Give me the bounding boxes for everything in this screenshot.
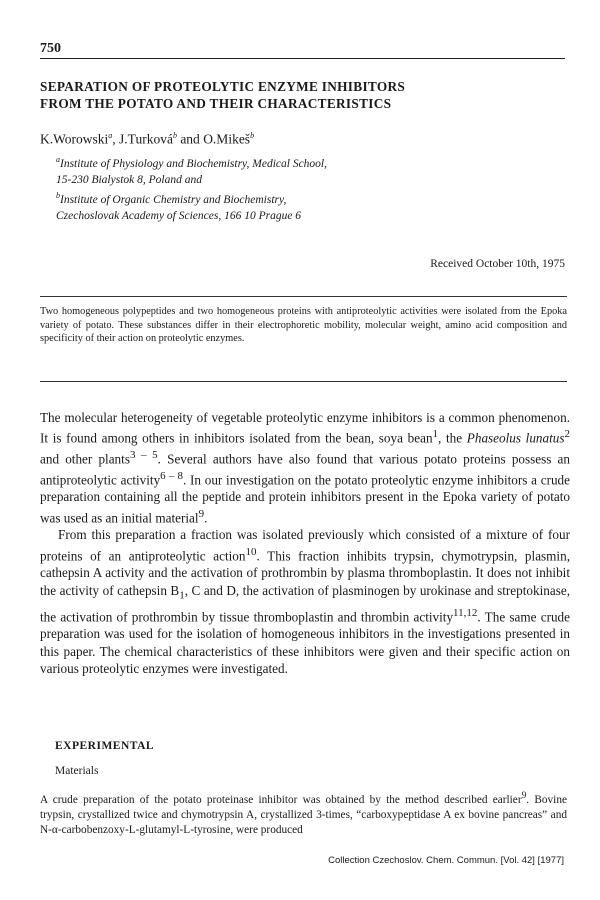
materials-paragraph (40, 789, 567, 838)
citation-ref: 10 (245, 545, 257, 558)
citation-ref: 9 (198, 507, 205, 520)
species-name: Phaseolus lunatus (466, 430, 565, 446)
text-run: From this preparation a fraction was isolated previously which consisted of a mixture of four proteins of an antiproteolytic action (40, 527, 570, 564)
text-run: . Several authors have also found that various potato proteins possess an antiproteolytic activity (40, 451, 570, 488)
subscript: 1 (179, 589, 185, 602)
subsection-heading: Materials (55, 765, 99, 777)
paragraph-2 (40, 526, 570, 677)
text-run: and other plants (40, 451, 130, 467)
author-1: K.Worowski (40, 131, 109, 147)
paragraph-1 (40, 409, 570, 526)
text-run: . This fraction inhibits trypsin, chymotrypsin, plasmin, cathepsin A activity and the activation of prothrombin by plasma thromboplastin. It does not inhibit the activity of cathepsin B (40, 548, 570, 598)
abstract-top-rule (40, 296, 567, 297)
affiliation-a-line-1 (56, 152, 556, 172)
title-line-1: SEPARATION OF PROTEOLYTIC ENZYME INHIBITORS (40, 79, 406, 94)
text-run: A crude preparation of the potato proteinase inhibitor was obtained by the method described earlier (40, 793, 522, 806)
text-run: . The same crude preparation was used for the isolation of homogeneous inhibitors in the investigations presented in this paper. The chemical characteristics of these inhibitors were given and their specific action on various proteolytic enzymes were investigated. (40, 608, 570, 676)
affiliation-b-text: Institute of Organic Chemistry and Biochemistry, (60, 193, 287, 206)
author-3-affil-mark: b (250, 131, 255, 140)
citation-ref: 3 – 5 (129, 448, 158, 461)
affiliation-b-mark: b (56, 190, 60, 200)
affiliations (56, 152, 556, 224)
page-number: 750 (40, 41, 61, 56)
abstract: Two homogeneous polypeptides and two homogeneous proteins with antiproteolytic activities were isolated from the Epoka variety of potato. These substances differ in their electrophoretic mobility, molecular weight, amino acid composition and specificity of their action on proteolytic enzymes. (40, 306, 567, 345)
citation-ref: 2 (564, 428, 571, 441)
author-separator: and (176, 131, 204, 147)
affiliation-a-mark: a (56, 155, 60, 164)
abstract-bottom-rule (40, 381, 567, 382)
affiliation-b-line-1 (56, 188, 556, 208)
text-run: The molecular heterogeneity of vegetable proteolytic enzyme inhibitors is a common phenomenon. It is found among others in inhibitors isolated from the bean, soya bean (40, 410, 570, 446)
citation-ref: 6 – 8 (160, 469, 184, 482)
article-title (40, 78, 570, 112)
text-run: , the (438, 430, 467, 446)
journal-footer: Collection Czechoslov. Chem. Commun. [Vol. 42] [1977] (328, 855, 564, 866)
citation-ref: 1 (432, 428, 439, 441)
author-3: O.Mikeš (203, 131, 251, 147)
text-run: , C and D, the activation of plasminogen by urokinase and streptokinase, the activation of prothrombin by tissue thromboplastin and thrombin activity (40, 582, 570, 624)
author-2-affil-mark: b (172, 131, 177, 140)
introduction (40, 409, 570, 677)
citation-ref: 11,12 (453, 606, 478, 619)
affiliation-b-line-2: Czechoslovak Academy of Sciences, 166 10 Prague 6 (56, 209, 302, 222)
text-run: . (204, 510, 208, 526)
text-run: . In our investigation on the potato proteolytic enzyme inhibitors a crude preparation containing all the peptide and protein inhibitors present in the Epoka variety of potato was used as an initial material (40, 472, 570, 526)
header-rule (40, 58, 565, 59)
affiliation-a-text: Institute of Physiology and Biochemistry, Medical School, (60, 157, 328, 170)
section-heading: EXPERIMENTAL (55, 740, 155, 752)
text-run: . Bovine trypsin, crystallized twice and chymotrypsin A, crystallized 3-times, “carboxypeptidase A ex bovine pancreas” and N-α-carbobenzoxy-L-glutamyl-L-tyrosine, were produced (40, 793, 567, 836)
author-2: J.Turková (119, 131, 173, 147)
author-list (40, 131, 254, 148)
received-date: Received October 10th, 1975 (430, 258, 565, 270)
citation-ref: 9 (521, 791, 527, 801)
affiliation-a-line-2: 15-230 Bialystok 8, Poland and (56, 173, 202, 186)
title-line-2: FROM THE POTATO AND THEIR CHARACTERISTICS (40, 96, 392, 111)
author-1-affil-mark: a (108, 131, 113, 140)
author-separator: , (112, 131, 120, 147)
